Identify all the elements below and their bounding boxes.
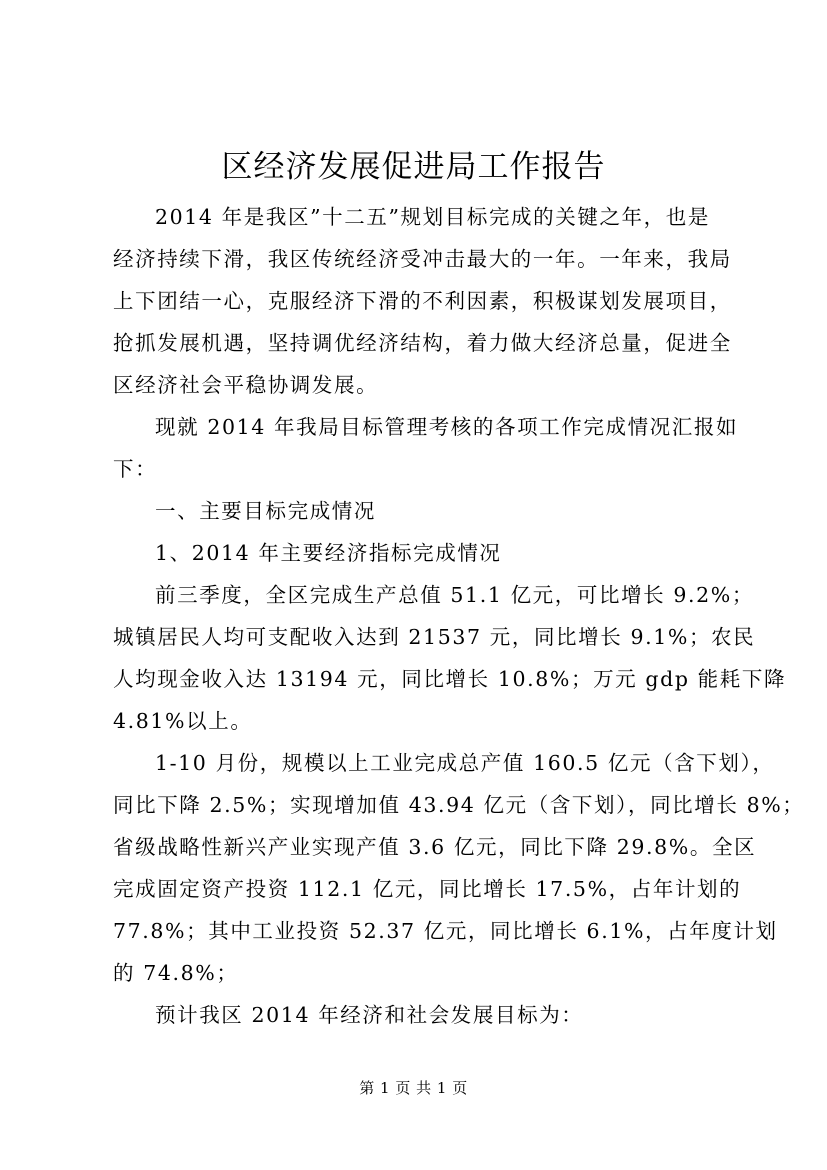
- text-line: 人均现金收入达 13194 元，同比增长 10.8%；万元 gdp 能耗下降: [113, 667, 787, 691]
- text-line: 一、主要目标完成情况: [155, 499, 376, 523]
- text-line: 上下团结一心，克服经济下滑的不利因素，积极谋划发展项目，: [113, 289, 732, 313]
- text-line: 城镇居民人均可支配收入达到 21537 元，同比增长 9.1%；农民: [113, 625, 756, 649]
- text-line: 下：: [113, 457, 158, 481]
- text-line: 预计我区 2014 年经济和社会发展目标为：: [155, 1003, 584, 1027]
- text-line: 省级战略性新兴产业实现产值 3.6 亿元，同比下降 29.8%。全区: [113, 835, 757, 859]
- text-line: 4.81%以上。: [113, 709, 253, 733]
- text-line: 完成固定资产投资 112.1 亿元，同比增长 17.5%，占年计划的: [113, 877, 742, 901]
- text-line: 抢抓发展机遇，坚持调优经济结构，着力做大经济总量，促进全: [113, 331, 732, 355]
- text-line: 的 74.8%；: [113, 961, 239, 985]
- text-line: 现就 2014 年我局目标管理考核的各项工作完成情况汇报如: [155, 415, 739, 439]
- document-body: [113, 196, 805, 1036]
- text-line: 77.8%；其中工业投资 52.37 亿元，同比增长 6.1%，占年度计划: [113, 919, 778, 943]
- text-line: 1-10 月份，规模以上工业完成总产值 160.5 亿元（含下划），: [155, 751, 775, 775]
- text-line: 同比下降 2.5%；实现增加值 43.94 亿元（含下划），同比增长 8%；: [113, 793, 805, 817]
- text-line: 区经济社会平稳协调发展。: [113, 373, 379, 397]
- text-line: 2014 年是我区”十二五”规划目标完成的关键之年，也是: [155, 205, 710, 229]
- text-line: 1、2014 年主要经济指标完成情况: [155, 541, 502, 565]
- text-line: 经济持续下滑，我区传统经济受冲击最大的一年。一年来，我局: [113, 247, 732, 271]
- text-line: 前三季度，全区完成生产总值 51.1 亿元，可比增长 9.2%；: [155, 583, 754, 607]
- page-footer: 第 1 页 共 1 页: [359, 1079, 468, 1097]
- document-title: 区经济发展促进局工作报告: [221, 149, 606, 185]
